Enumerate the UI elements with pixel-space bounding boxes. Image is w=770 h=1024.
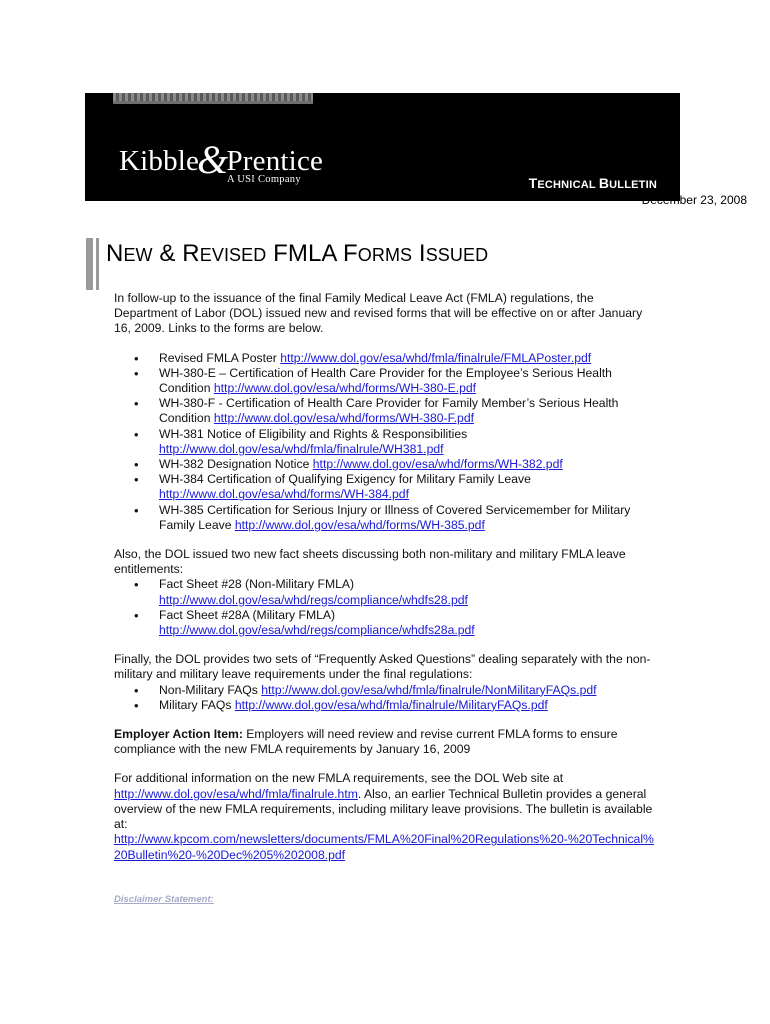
fact-sheets-list xyxy=(114,577,654,638)
earlier-bulletin-link[interactable]: http://www.kpcom.com/newsletters/documents/FMLA%20Final%20Regulations%20-%20Technical%20Bulletin%20-%20Dec%205%202008.pdf xyxy=(114,832,654,862)
faq-link[interactable]: http://www.dol.gov/esa/whd/fmla/finalrule/MilitaryFAQs.pdf xyxy=(234,697,548,712)
list-item: • WH-380-F - Certification of Health Care Provider for Family Member’s Serious Health Condition http://www.dol.gov/esa/whd/forms/WH-380-F.pdf xyxy=(114,396,654,426)
fact-sheet-link[interactable]: http://www.dol.gov/esa/whd/regs/compliance/whdfs28.pdf xyxy=(159,592,468,607)
bulletin-date: December 23, 2008 xyxy=(641,193,747,207)
action-item-paragraph: Employer Action Item: Employers will need review and revise current FMLA forms to ensure compliance with the new FMLA requirements by January 16, 2009 xyxy=(114,727,618,757)
logo-ampersand: & xyxy=(197,137,229,182)
form-link[interactable]: http://www.dol.gov/esa/whd/fmla/finalrule/WH381.pdf xyxy=(159,441,444,456)
additional-info-paragraph: For additional information on the new FMLA requirements, see the DOL Web site at http://www.dol.gov/esa/whd/fmla/finalrule.htm. Also, an earlier Technical Bulletin provides a general overview of the new FMLA requirements, including military leave provisions. The bulletin is available at: http://www.kpcom.com/newsletters/documents/FMLA%20Final%20Regulations%20-%20Technical%20Bulletin%20-%20Dec%205%202008.pdf xyxy=(114,771,654,862)
form-link[interactable]: http://www.dol.gov/esa/whd/fmla/finalrule/FMLAPoster.pdf xyxy=(280,350,592,365)
list-item: • WH-381 Notice of Eligibility and Rights & Responsibilities http://www.dol.gov/esa/whd/fmla/finalrule/WH381.pdf xyxy=(114,427,654,457)
list-item: • Revised FMLA Poster http://www.dol.gov/esa/whd/fmla/finalrule/FMLAPoster.pdf xyxy=(114,351,654,366)
form-link[interactable]: http://www.dol.gov/esa/whd/forms/WH-380-F.pdf xyxy=(213,411,474,426)
faq-list xyxy=(114,683,654,713)
page-title: NEW & REVISED FMLA FORMS ISSUED xyxy=(106,240,489,267)
form-link[interactable]: http://www.dol.gov/esa/whd/forms/WH-385.pdf xyxy=(234,517,485,532)
logo-subtitle: A USI Company xyxy=(227,174,301,185)
form-link[interactable]: http://www.dol.gov/esa/whd/forms/WH-382.pdf xyxy=(312,457,563,472)
disclaimer-heading: Disclaimer Statement: xyxy=(114,894,214,905)
banner-bottom-band xyxy=(85,200,680,215)
company-logo xyxy=(119,133,323,185)
forms-list xyxy=(114,351,654,533)
list-item: • WH-384 Certification of Qualifying Exigency for Military Family Leave http://www.dol.gov/esa/whd/forms/WH-384.pdf xyxy=(114,472,654,502)
action-item-label: Employer Action Item: xyxy=(114,727,243,742)
form-link[interactable]: http://www.dol.gov/esa/whd/forms/WH-380-E.pdf xyxy=(213,381,477,396)
header-banner xyxy=(85,93,680,215)
list-item: • Military FAQs http://www.dol.gov/esa/whd/fmla/finalrule/MilitaryFAQs.pdf xyxy=(114,698,654,713)
list-item: • WH-385 Certification for Serious Injury or Illness of Covered Servicemember for Military Family Leave http://www.dol.gov/esa/whd/forms/WH-385.pdf xyxy=(114,503,654,533)
title-accent-bar-thin xyxy=(96,238,99,290)
title-accent-bar xyxy=(86,238,93,290)
faq-paragraph: Finally, the DOL provides two sets of “Frequently Asked Questions” dealing separately with the non-military and military leave requirements under the final regulations: xyxy=(114,652,651,682)
form-link[interactable]: http://www.dol.gov/esa/whd/forms/WH-384.pdf xyxy=(159,487,409,502)
fact-sheets-paragraph: Also, the DOL issued two new fact sheets discussing both non-military and military FMLA leave entitlements: xyxy=(114,547,626,577)
list-item: • Non-Military FAQs http://www.dol.gov/esa/whd/fmla/finalrule/NonMilitaryFAQs.pdf xyxy=(114,683,654,698)
fact-sheet-link[interactable]: http://www.dol.gov/esa/whd/regs/compliance/whdfs28a.pdf xyxy=(159,623,475,638)
decorative-strip-line xyxy=(113,101,313,104)
bulletin-body xyxy=(114,291,654,863)
bulletin-label: TECHNICAL BULLETIN xyxy=(528,175,657,191)
logo-text-left: Kibble xyxy=(119,145,200,177)
list-item: • Fact Sheet #28 (Non-Military FMLA) http://www.dol.gov/esa/whd/regs/compliance/whdfs28.pdf xyxy=(114,577,654,607)
list-item: • Fact Sheet #28A (Military FMLA) http://www.dol.gov/esa/whd/regs/compliance/whdfs28a.pdf xyxy=(114,608,654,638)
logo-text-right: Prentice xyxy=(226,145,324,177)
list-item: • WH-380-E – Certification of Health Care Provider for the Employee’s Serious Health Condition http://www.dol.gov/esa/whd/forms/WH-380-E.pdf xyxy=(114,366,654,396)
decorative-strip xyxy=(113,93,313,101)
intro-paragraph: In follow-up to the issuance of the final Family Medical Leave Act (FMLA) regulations, the Department of Labor (DOL) issued new and revised forms that will be effective on or after January 16, 2009. Links to the forms are below. xyxy=(114,291,643,336)
list-item: • WH-382 Designation Notice http://www.dol.gov/esa/whd/forms/WH-382.pdf xyxy=(114,457,654,472)
dol-final-rule-link[interactable]: http://www.dol.gov/esa/whd/fmla/finalrule.htm xyxy=(114,786,358,801)
faq-link[interactable]: http://www.dol.gov/esa/whd/fmla/finalrule/NonMilitaryFAQs.pdf xyxy=(261,682,597,697)
